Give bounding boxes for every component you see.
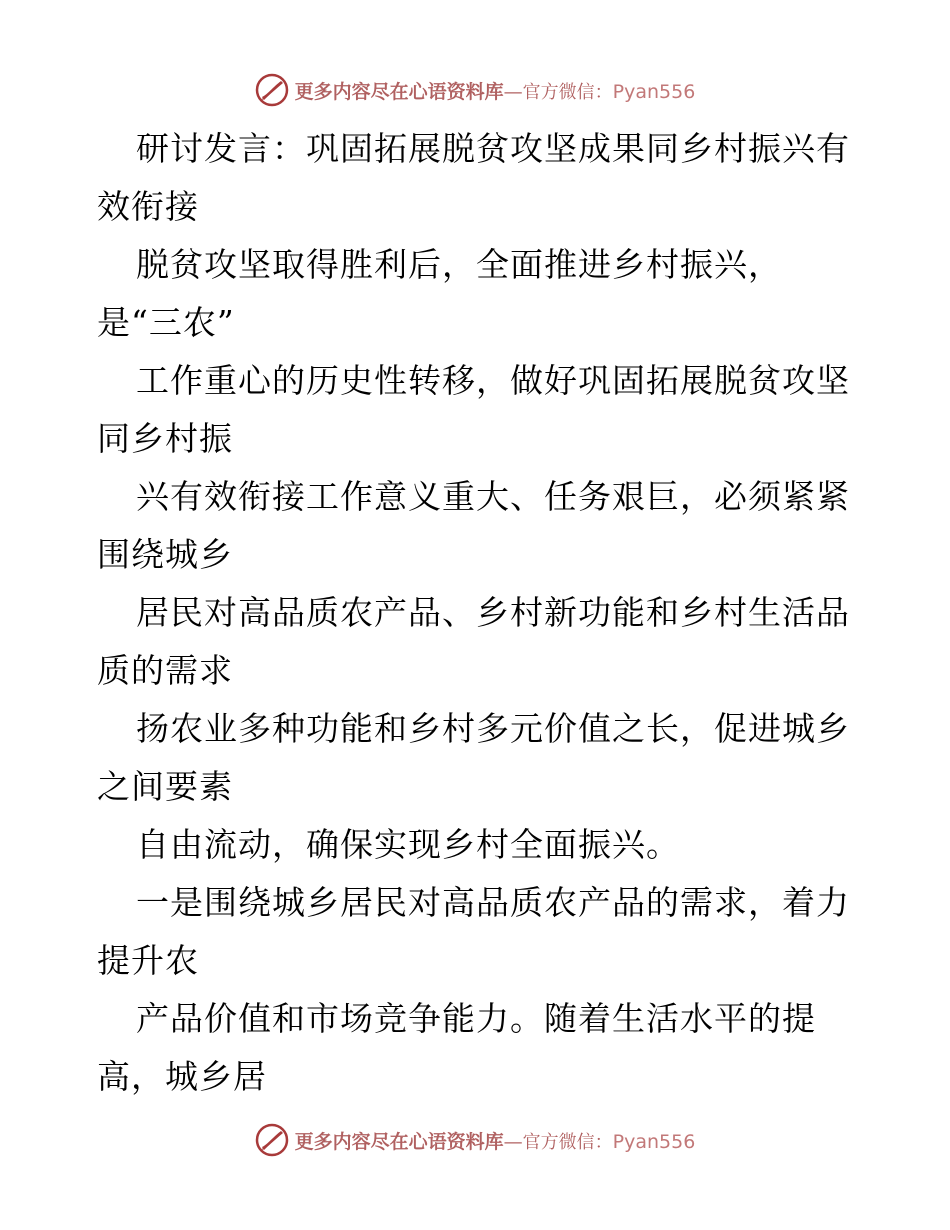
header-watermark <box>0 70 950 110</box>
document-line: 围绕城乡 <box>97 535 233 574</box>
watermark-wechat-label: 官方微信： <box>522 81 613 103</box>
watermark-wechat-id: Pyan556 <box>612 80 696 103</box>
watermark-site-name: 更多内容尽在心语资料库 <box>294 1130 504 1153</box>
document-line: 工作重心的历史性转移，做好巩固拓展脱贫攻坚 <box>136 361 850 400</box>
document-line: 产品价值和市场竞争能力。随着生活水平的提 <box>136 999 816 1038</box>
watermark-dash: — <box>503 1130 523 1153</box>
document-line: 研讨发言：巩固拓展脱贫攻坚成果同乡村振兴有 <box>136 129 850 168</box>
document-line: 脱贫攻坚取得胜利后，全面推进乡村振兴， <box>136 245 782 284</box>
document-line: 扬农业多种功能和乡村多元价值之长，促进城乡 <box>136 709 850 748</box>
document-line: 是“三农” <box>97 303 235 342</box>
watermark-dash: — <box>503 80 523 103</box>
document-line: 之间要素 <box>97 767 233 806</box>
document-line: 自由流动，确保实现乡村全面振兴。 <box>136 825 680 864</box>
watermark-site-name: 更多内容尽在心语资料库 <box>294 80 504 103</box>
document-line: 同乡村振 <box>97 419 233 458</box>
watermark-text <box>295 77 696 104</box>
watermark-wechat-label: 官方微信： <box>522 1131 613 1153</box>
document-body <box>97 120 857 1106</box>
watermark-text <box>295 1127 696 1154</box>
document-line: 效衔接 <box>97 187 199 226</box>
document-line: 质的需求 <box>97 651 233 690</box>
footer-watermark <box>0 1120 950 1160</box>
pen-logo-icon <box>255 73 289 107</box>
watermark-wechat-id: Pyan556 <box>612 1130 696 1153</box>
document-line: 高，城乡居 <box>97 1057 267 1096</box>
document-line: 兴有效衔接工作意义重大、任务艰巨，必须紧紧 <box>136 477 850 516</box>
document-line: 一是围绕城乡居民对高品质农产品的需求，着力 <box>136 883 850 922</box>
document-line: 提升农 <box>97 941 199 980</box>
document-line: 居民对高品质农产品、乡村新功能和乡村生活品 <box>136 593 850 632</box>
pen-logo-icon <box>255 1123 289 1157</box>
